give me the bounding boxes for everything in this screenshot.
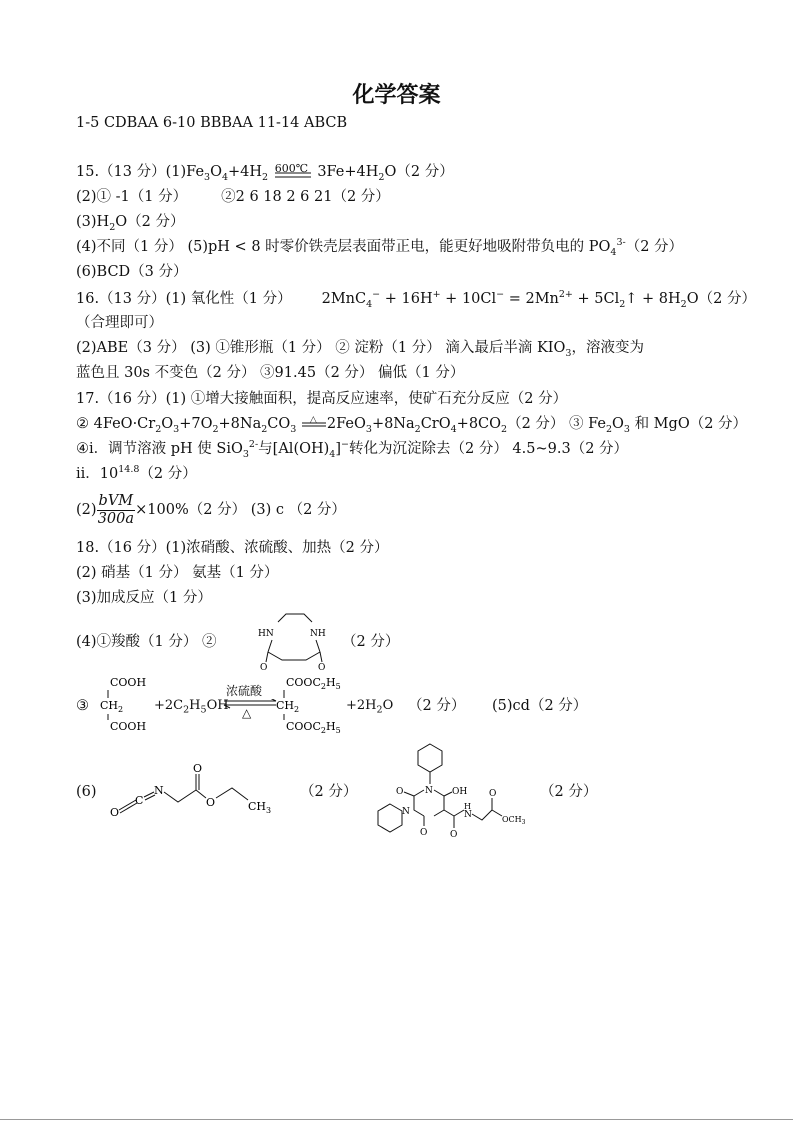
- q17-part3: （2 分） ③ Fe: [507, 416, 606, 432]
- q18-part5: (5)cd（2 分）: [492, 698, 588, 714]
- q15-eq-left: Fe: [186, 164, 205, 180]
- heat-arrow: [301, 417, 327, 431]
- q16-part1: 16.（13 分）(1) 氧化性（1 分）: [76, 291, 292, 307]
- q16-eq-e: + 5C: [572, 291, 615, 307]
- och3-label: $OCH_3$: [502, 815, 526, 826]
- condition-label: 600℃: [274, 162, 309, 175]
- q16-eq-g: O（2 分）: [686, 291, 756, 307]
- barbiturate-structure: [374, 740, 554, 838]
- o-ester: O: [206, 796, 216, 809]
- q15-part4-score: （2 分）: [625, 239, 684, 255]
- bottom-border: [0, 1119, 793, 1120]
- n-amide: N: [464, 810, 472, 820]
- water-term: $+2H_2O$: [346, 698, 394, 716]
- q18-line-3: (3)加成反应（1 分）: [76, 590, 212, 606]
- q18-part6-score-2: （2 分）: [540, 784, 598, 800]
- ethanol-plus: +2C: [154, 698, 184, 713]
- n-left: N: [402, 807, 410, 817]
- q15-line-6: (6)BCD（3 分）: [76, 264, 188, 280]
- q16-eq-f: ↑ + 8H: [625, 291, 681, 307]
- q15-eq-right: 3Fe+4H: [317, 164, 379, 180]
- q15-score-1: （2 分）: [396, 164, 454, 180]
- cooh-top: COOH: [110, 676, 147, 689]
- q15-line-4: (4)不同（1 分） (5)pH < 8 时零价铁壳层表面带正电，能更好地吸附带负电的 $PO_4^{3-}(2$ 分）: [76, 237, 684, 258]
- q17-part2-rest: ×100%（2 分） (3) c （2 分）: [135, 502, 346, 518]
- q15-line-2: [76, 187, 390, 207]
- q16-part3-cont: ，溶液变为: [571, 340, 644, 356]
- q17-line-4: ⅱ．$10^{14.8}(2$ 分）: [76, 464, 197, 482]
- heat-label: △: [242, 706, 252, 720]
- q18-part4-2-score: （2 分）: [342, 634, 400, 650]
- q18-part3-label: ③: [76, 698, 89, 714]
- q15-line-1: 15.（13 分）$(1)Fe_3O_4+4H_2$ 600℃ $3Fe+4H_2O(2$ 分）: [76, 162, 454, 182]
- q16-eq-b: + 16H: [380, 291, 433, 307]
- q18-line-1: 18.（16 分）(1)浓硝酸、浓硫酸、加热（2 分）: [76, 540, 389, 556]
- q15-part2-2: ②2 6 18 2 6 21（2 分）: [221, 189, 390, 205]
- o-carbonyl: O: [193, 762, 203, 775]
- q16-eq-d: = 2Mn: [504, 291, 559, 307]
- n-isocyanate: N: [154, 784, 164, 797]
- q18-line-2: (2) 硝基（1 分） 氨基（1 分）: [76, 565, 279, 581]
- ch2-label: $CH_2$: [100, 699, 124, 714]
- q17-part3-b: 和 MgO（2 分）: [634, 416, 748, 432]
- o-amide: O: [450, 830, 458, 838]
- fraction-numerator: bVM: [98, 492, 134, 509]
- q17-line-3: ④ⅰ．调节溶液 pH 使 SiO$_3^{2-}$与$[Al(OH)_4]^-$转化为沉淀除去（2 分） 4.5~9.3（2 分）: [76, 439, 629, 460]
- o-isocyanate: O: [110, 806, 120, 819]
- q18-part3-score: （2 分）: [408, 698, 466, 714]
- q15-part4: (4)不同（1 分） (5)pH < 8 时零价铁壳层表面带正电，能更好地吸附带负电的 PO: [76, 239, 611, 255]
- q17-line-5: [76, 492, 346, 528]
- diethyl-malonate-structure: [272, 674, 352, 734]
- q17-part4-b: 与[Al(OH): [258, 441, 330, 457]
- multiple-choice-answers: 1-5 CDBAA 6-10 BBBAA 11-14 ABCB: [76, 115, 348, 131]
- q15-part2-1: (2)① -1（1 分）: [76, 189, 188, 205]
- o-bottom: O: [420, 828, 428, 838]
- q15-part3-score: O（2 分）: [115, 214, 185, 230]
- q17-part4-ii-score: （2 分）: [139, 466, 197, 482]
- q17-line-2: ② $4FeO\cdot Cr_2O_3+7O_2+8Na_2CO_3$ △ $2FeO_3+8Na_2CrO_4+8CO_2(2$ 分） ③ $Fe_2O_3$ 和 MgO（2 分）: [76, 414, 747, 434]
- q15-part3: (3)H: [76, 214, 110, 230]
- ch2-label-product: $CH_2$: [276, 699, 300, 714]
- fraction-denominator: 300a: [97, 510, 135, 527]
- esterification-arrow: [222, 682, 278, 722]
- q15-head: 15.（13 分）(1): [76, 164, 187, 180]
- q16-line-3: (2)ABE（3 分） (3) ①锥形瓶（1 分） ② 淀粉（1 分） 滴入最后半滴 $KIO_3$，溶液变为: [76, 340, 644, 359]
- oh-label: OH: [452, 787, 468, 797]
- malonic-acid-structure: [96, 674, 156, 734]
- q17-eq-f: +8Na: [371, 416, 415, 432]
- catalyst-label: 浓硫酸: [226, 684, 263, 698]
- q17-eq-c: +8Na: [218, 416, 262, 432]
- n-top: N: [425, 786, 433, 796]
- heat-delta: △: [309, 415, 317, 425]
- q17-part4-ii: ⅱ．10: [76, 466, 119, 482]
- q16-part2-3: (2)ABE（3 分） (3) ①锥形瓶（1 分） ② 淀粉（1 分） 滴入最后半滴 KIO: [76, 340, 566, 356]
- q18-part6-label: (6): [76, 784, 97, 800]
- q17-eq-h: +8CO: [456, 416, 502, 432]
- cooet-bottom: $COOC_2H_5$: [286, 720, 341, 734]
- q16-line-4: 蓝色且 30s 不变色（2 分） ③91.45（2 分） 偏低（1 分）: [76, 365, 465, 381]
- fraction: [97, 493, 136, 528]
- q18-part4-1: (4)①羧酸（1 分） ②: [76, 634, 217, 650]
- q16-eq-a: 2MnC: [321, 291, 367, 307]
- q17-line-1: 17.（16 分）(1) ①增大接触面积，提高反应速率，使矿石充分反应（2 分）: [76, 391, 568, 407]
- cooh-bottom: COOH: [110, 720, 147, 733]
- o-left: O: [396, 787, 404, 797]
- h-label: H: [464, 802, 471, 811]
- hn-label: HN: [258, 629, 274, 639]
- q17-eq-g: CrO: [420, 416, 451, 432]
- nh-label: NH: [310, 629, 326, 639]
- water-plus: +2H: [346, 698, 377, 713]
- double-arrow-icon: [273, 171, 313, 181]
- cooet-top: $COOC_2H_5$: [286, 676, 341, 691]
- q16-line-2: （合理即可）: [76, 315, 163, 331]
- q17-eq-e: 2Fe: [326, 416, 354, 432]
- equals-arrow-icon: [301, 421, 327, 429]
- q17-part4-a: ④ⅰ．调节溶液 pH 使 SiO: [76, 441, 243, 457]
- q17-eq-b: +7O: [179, 416, 213, 432]
- q17-eq-d: CO: [267, 416, 291, 432]
- c-isocyanate: C: [135, 794, 144, 807]
- q17-part4-c: ]: [335, 441, 342, 457]
- q18-line-4: [76, 632, 216, 652]
- o-label-right: O: [318, 663, 326, 670]
- q18-part6-score-1: （2 分）: [300, 784, 358, 800]
- ethanol-term: $+2C_2H_5OH$: [154, 698, 229, 716]
- o-label-left: O: [260, 663, 268, 670]
- q17-part4-d: 转化为沉淀除去（2 分） 4.5~9.3（2 分）: [348, 441, 629, 457]
- diazepanedione-structure: [254, 612, 334, 670]
- q16-eq-c: + 10C: [440, 291, 492, 307]
- ch3-label: $CH_3$: [248, 800, 272, 815]
- page-title: 化学答案: [352, 83, 441, 108]
- isocyanate-ester-structure: [108, 760, 280, 822]
- q17-part2-label: (2): [76, 502, 97, 518]
- q17-eq-a: ② 4FeO·Cr: [76, 416, 156, 432]
- q16-line-1: 16.（13 分）(1) 氧化性（1 分） $2MnC_4^- + 16H^+ + 10Cl^- = 2Mn^{2+}$ + $5Cl_2↑ + 8H_2O(2$ 分）: [76, 289, 756, 310]
- o-ester-carbonyl: O: [489, 789, 497, 799]
- reaction-condition: [273, 162, 313, 182]
- q15-line-3: $(3)H_2O(2$ 分）: [76, 214, 185, 233]
